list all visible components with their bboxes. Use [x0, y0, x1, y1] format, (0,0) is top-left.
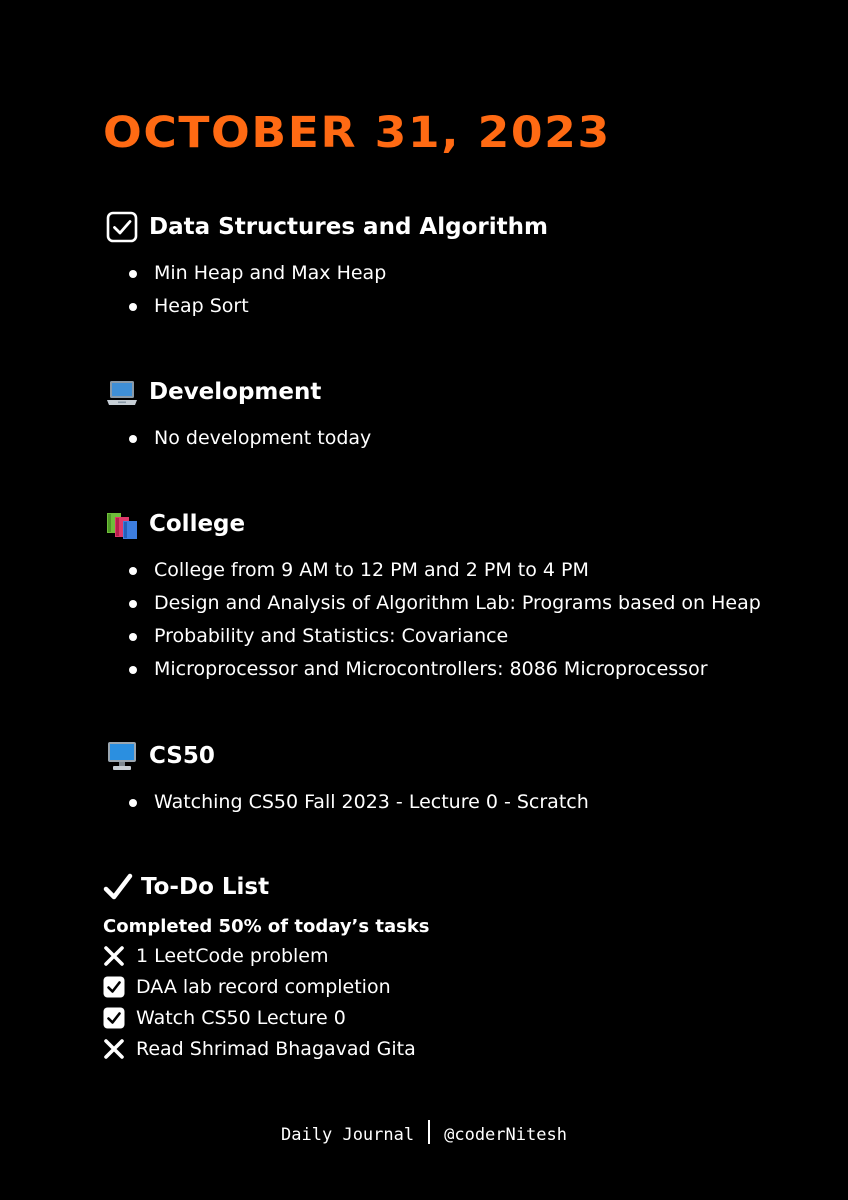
laptop-icon: [105, 375, 139, 409]
list-item-text: Heap Sort: [154, 295, 249, 317]
page-title: OCTOBER 31, 2023: [103, 108, 611, 158]
list-item: [105, 257, 548, 290]
list-item-text: No development today: [154, 427, 372, 449]
bullet: [129, 600, 137, 608]
section-title: College: [149, 511, 246, 537]
section-header: [105, 739, 589, 773]
todo-item-label: Watch CS50 Lecture 0: [136, 1006, 346, 1029]
bullet: [129, 435, 137, 443]
footer-handle: @coderNitesh: [444, 1125, 567, 1145]
todo-item: [103, 940, 430, 971]
section-cs50: [105, 739, 589, 819]
todo-item: [103, 971, 430, 1002]
list-item-text: Probability and Statistics: Covariance: [154, 625, 509, 647]
todo-list: [103, 940, 430, 1064]
footer-divider: [428, 1120, 430, 1144]
bullet: [129, 303, 137, 311]
list-item: [105, 554, 761, 587]
todo-section: [103, 870, 430, 1064]
cross-mark-icon: [103, 945, 125, 967]
todo-item-label: 1 LeetCode problem: [136, 944, 329, 967]
list-item: [105, 786, 589, 819]
todo-summary: Completed 50% of today’s tasks: [103, 916, 430, 937]
books-icon: [105, 507, 139, 541]
list-item: [105, 620, 761, 653]
todo-item: [103, 1002, 430, 1033]
list-item-text: Microprocessor and Microcontrollers: 8086 Microprocessor: [154, 658, 708, 680]
todo-header: [103, 870, 430, 904]
footer: [0, 1120, 848, 1150]
section-list: [105, 257, 548, 323]
list-item: [105, 290, 548, 323]
section-list: [105, 786, 589, 819]
check-mark-icon: [103, 870, 133, 904]
section-development: [105, 375, 371, 455]
desktop-computer-icon: [105, 739, 139, 773]
section-college: [105, 507, 761, 686]
cross-mark-icon: [103, 1038, 125, 1060]
section-list: [105, 554, 761, 686]
section-header: [105, 375, 371, 409]
list-item-text: Design and Analysis of Algorithm Lab: Programs based on Heap: [154, 592, 761, 614]
todo-item: [103, 1033, 430, 1064]
footer-journal-label: Daily Journal: [281, 1125, 415, 1145]
list-item-text: Watching CS50 Fall 2023 - Lecture 0 - Scratch: [154, 791, 589, 813]
list-item-text: Min Heap and Max Heap: [154, 262, 387, 284]
bullet: [129, 666, 137, 674]
bullet: [129, 270, 137, 278]
section-title: Development: [149, 379, 322, 405]
list-item: [105, 422, 371, 455]
section-header: [105, 210, 548, 244]
section-title: Data Structures and Algorithm: [149, 214, 548, 240]
checked-box-icon: [103, 1007, 125, 1029]
list-item-text: College from 9 AM to 12 PM and 2 PM to 4 PM: [154, 559, 589, 581]
section-title: CS50: [149, 743, 215, 769]
todo-title: To-Do List: [141, 874, 270, 900]
todo-item-label: DAA lab record completion: [136, 975, 391, 998]
todo-item-label: Read Shrimad Bhagavad Gita: [136, 1037, 416, 1060]
list-item: [105, 653, 761, 686]
checked-box-icon: [103, 976, 125, 998]
checkbox-checked-icon: [105, 210, 139, 244]
bullet: [129, 567, 137, 575]
list-item: [105, 587, 761, 620]
bullet: [129, 633, 137, 641]
section-dsa: [105, 210, 548, 323]
section-list: [105, 422, 371, 455]
section-header: [105, 507, 761, 541]
bullet: [129, 799, 137, 807]
